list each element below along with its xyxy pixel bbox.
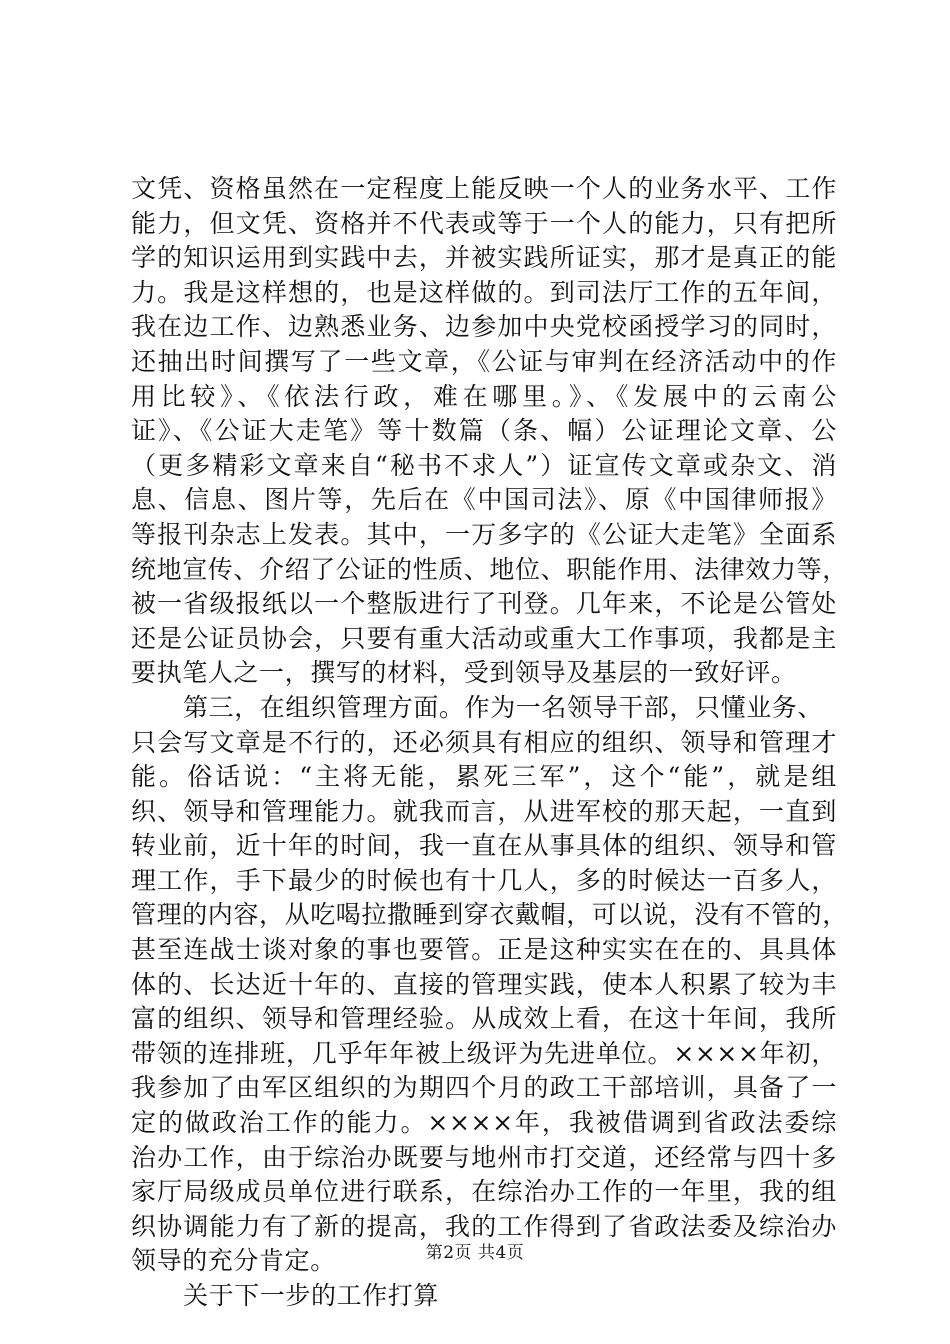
text-line: 我参加了由军区组织的为期四个月的政工干部培训，具备了一: [131, 1073, 837, 1103]
text-line: 富的组织、领导和管理经验。从成效上看，在这十年间，我所: [131, 1004, 837, 1034]
text-line: 还抽出时间撰写了一些文章，《公证与审判在经济活动中的作: [131, 346, 837, 376]
text-line: 学的知识运用到实践中去，并被实践所证实，那才是真正的能: [131, 243, 837, 273]
text-line: 只会写文章是不行的，还必须具有相应的组织、领导和管理才: [131, 727, 837, 757]
text-line: 体的、长达近十年的、直接的管理实践，使本人积累了较为丰: [131, 969, 837, 999]
text-line: 转业前，近十年的时间，我一直在从事具体的组织、领导和管: [131, 831, 837, 861]
text-line: 统地宣传、介绍了公证的性质、地位、职能作用、法律效力等，: [131, 554, 848, 584]
text-line: 息、信息、图片等，先后在《中国司法》、原《中国律师报》: [131, 485, 837, 515]
text-line: 带领的连排班，几乎年年被上级评为先进单位。××××年初，: [131, 1038, 837, 1068]
text-line: 我在边工作、边熟悉业务、边参加中央党校函授学习的同时，: [131, 312, 837, 342]
text-line: 管理的内容，从吃喝拉撒睡到穿衣戴帽，可以说，没有不管的，: [131, 900, 848, 930]
text-line: 还是公证员协会，只要有重大活动或重大工作事项，我都是主: [131, 623, 837, 653]
text-line: 用比较》、《依法行政，难在哪里。》、《发展中的云南公: [131, 381, 837, 411]
text-line: 家厅局级成员单位进行联系，在综治办工作的一年里，我的组: [131, 1177, 837, 1207]
text-line: 等报刊杂志上发表。其中，一万多字的《公证大走笔》全面系: [131, 519, 837, 549]
text-line: 文凭、资格虽然在一定程度上能反映一个人的业务水平、工作: [131, 174, 837, 203]
text-line: 治办工作，由于综治办既要与地州市打交道，还经常与四十多: [131, 1142, 837, 1172]
page-number-footer: 第2页 共4页: [425, 1243, 525, 1263]
text-line: 理工作，手下最少的时候也有十几人，多的时候达一百多人，: [131, 865, 837, 895]
document-body: [131, 172, 848, 1314]
text-line: 领导的充分肯定。: [131, 1246, 336, 1276]
text-line: 力。我是这样想的，也是这样做的。到司法厅工作的五年间，: [131, 277, 837, 307]
paragraph-first-line: 第三，在组织管理方面。作为一名领导干部，只懂业务、: [183, 692, 824, 722]
text-line: 被一省级报纸以一个整版进行了刊登。几年来，不论是公管处: [131, 589, 837, 619]
text-line: （更多精彩文章来自“秘书不求人”）证宣传文章或杂文、消: [131, 450, 837, 480]
section-heading: 关于下一步的工作打算: [183, 1281, 440, 1310]
text-line: 甚至连战士谈对象的事也要管。正是这种实实在在的、具具体: [131, 935, 837, 965]
text-line: 定的做政治工作的能力。××××年，我被借调到省政法委综: [131, 1108, 837, 1138]
text-line: 要执笔人之一，撰写的材料，受到领导及基层的一致好评。: [131, 658, 797, 688]
text-line: 织协调能力有了新的提高，我的工作得到了省政法委及综治办: [131, 1211, 837, 1241]
text-line: 能。俗话说：“主将无能，累死三军”，这个“能”，就是组: [131, 762, 837, 792]
text-line: 织、领导和管理能力。就我而言，从进军校的那天起，一直到: [131, 796, 837, 826]
text-line: 能力，但文凭、资格并不代表或等于一个人的能力，只有把所: [131, 208, 837, 238]
text-line: 证》、《公证大走笔》等十数篇（条、幅）公证理论文章、公: [131, 416, 837, 446]
